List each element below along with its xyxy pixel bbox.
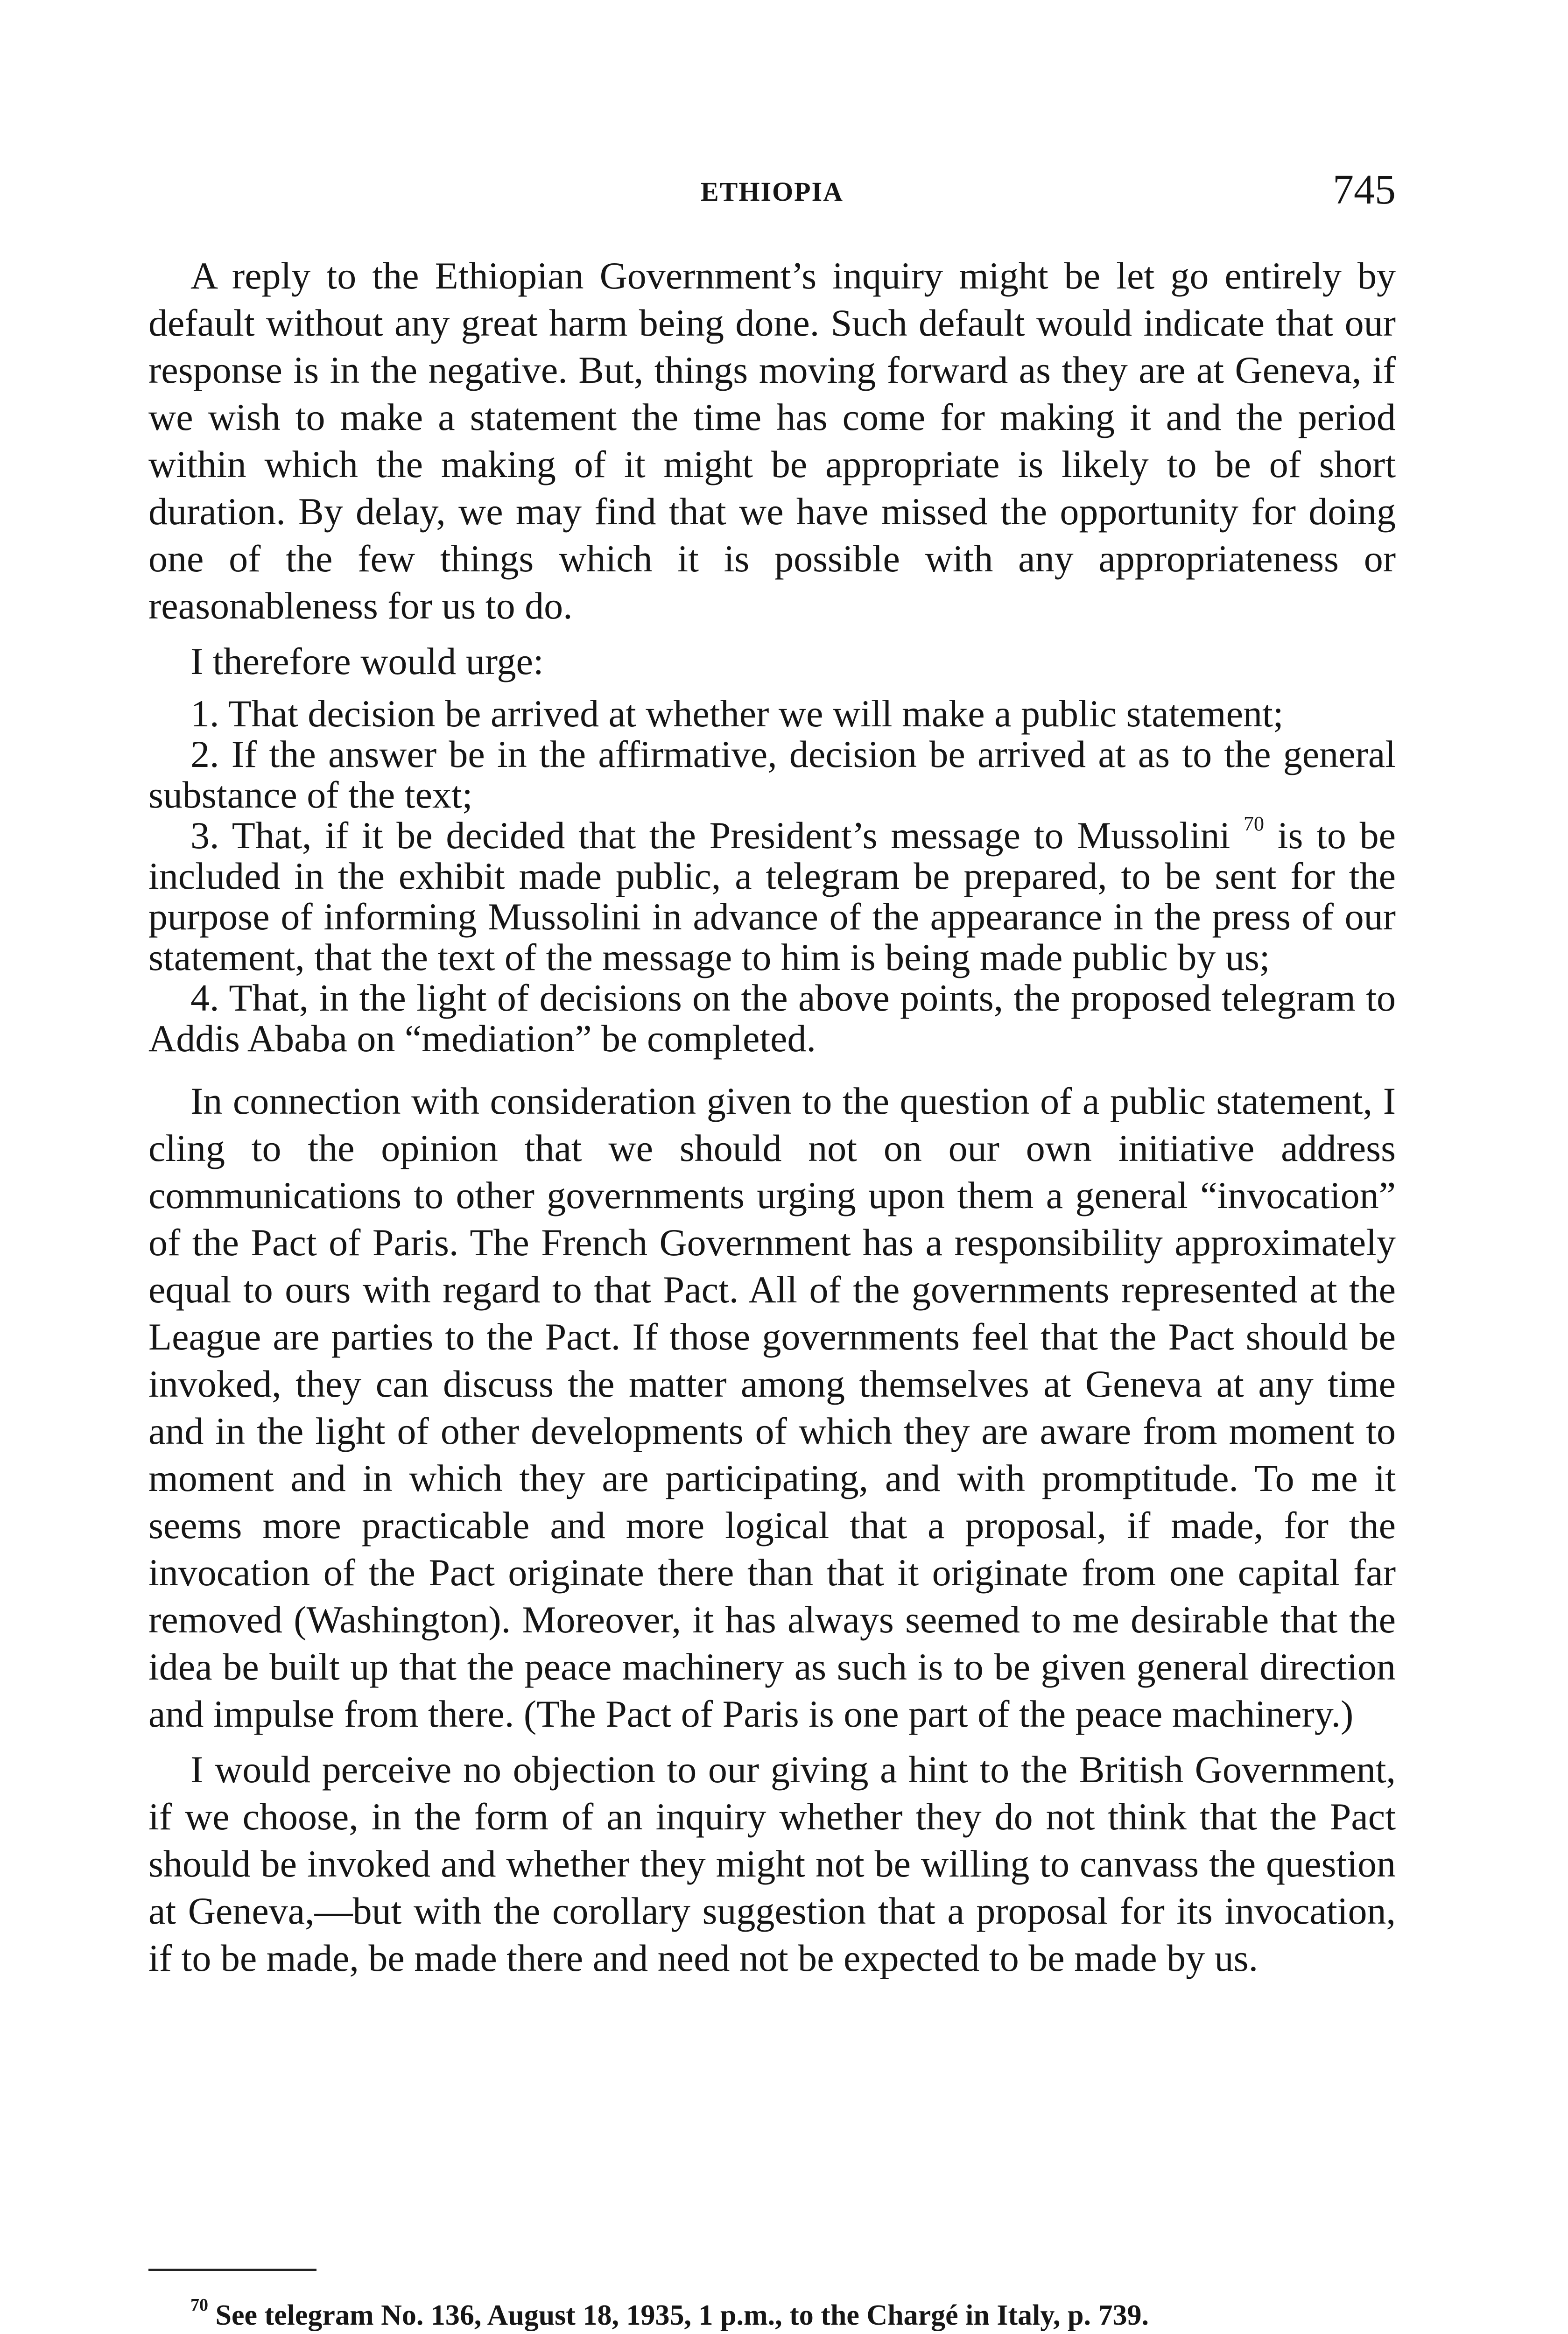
numbered-list	[148, 693, 1396, 1059]
body-text	[148, 252, 1396, 1990]
paragraph: I would perceive no objection to our giving a hint to the British Government, if we choose, in the form of an inquiry whether they do not think that the Pact should be invoked and whether they might not be willing to canvass the question at Geneva,—but with the corollary suggestion that a proposal for its invocation, if to be made, be made there and need not be expected to be made by us.	[148, 1748, 1396, 1979]
page-header	[148, 166, 1396, 217]
footnote	[190, 2297, 1396, 2334]
page-number: 745	[1333, 167, 1396, 213]
list-item: 4. That, in the light of decisions on the above points, the proposed telegram to Addis Ababa on “mediation” be completed.	[148, 977, 1396, 1060]
paragraph: A reply to the Ethiopian Government’s inquiry might be let go entirely by default without any great harm being done. Such default would indicate that our response is in the negative. But, things moving forward as they are at Geneva, if we wish to make a statement the time has come for making it and the period within which the making of it might be appropriate is likely to be of short duration. By delay, we may find that we have missed the opportunity for doing one of the few things which it is possible with any appropriateness or reasonableness for us to do.	[148, 254, 1396, 627]
list-item: 1. That decision be arrived at whether we will make a public statement;	[190, 692, 1284, 735]
footnote-reference: 70	[1244, 812, 1264, 835]
footnote-number: 70	[190, 2295, 208, 2315]
list-item: 2. If the answer be in the affirmative, decision be arrived at as to the general substance of the text;	[148, 733, 1396, 816]
footnote-text: See telegram No. 136, August 18, 1935, 1 p.m., to the Chargé in Italy, p. 739.	[208, 2299, 1149, 2331]
list-item-text: 3. That, if it be decided that the President’s message to Mussolini	[190, 814, 1230, 857]
list-item-text: is to be included in the exhibit made public, a telegram be prepared, to be sent for the purpose of informing Mussolini in advance of the appearance in the press of our statement, that the text of the message to him is being made public by us;	[148, 814, 1396, 978]
footnote-rule	[148, 2269, 316, 2271]
paragraph: I therefore would urge:	[190, 640, 544, 682]
paragraph: In connection with consideration given to the question of a public statement, I cling to the opinion that we should not on our own initiative address communications to other governments urging upon them a general “invocation” of the Pact of Paris. The French Government has a responsibility approximately equal to ours with regard to that Pact. All of the governments represented at the League are parties to the Pact. If those governments feel that the Pact should be invoked, they can discuss the matter among themselves at Geneva at any time and in the light of other developments of which they are aware from moment to moment and in which they are participating, and with promptitude. To me it seems more practicable and more logical that a proposal, if made, for the invocation of the Pact originate there than that it originate from one capital far removed (Washington). Moreover, it has always seemed to me desirable that the idea be built up that the peace machinery as such is to be given general direction and impulse from there. (The Pact of Paris is one part of the peace machinery.)	[148, 1080, 1396, 1735]
list-item	[148, 812, 1396, 978]
running-head: ETHIOPIA	[700, 176, 844, 207]
